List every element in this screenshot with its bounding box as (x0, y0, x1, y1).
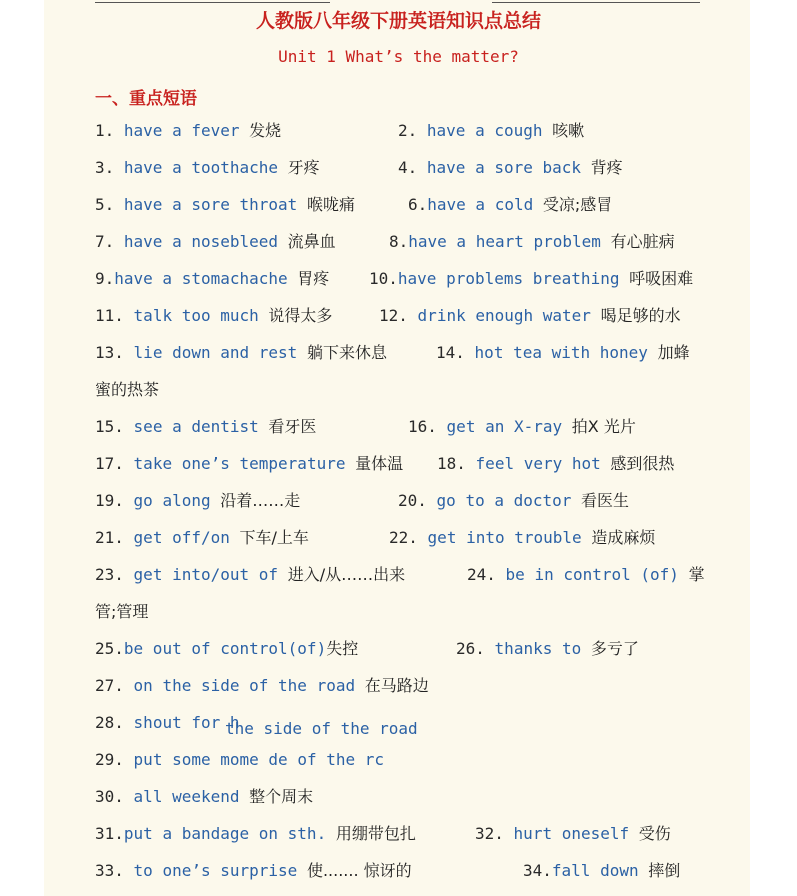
phrase-item: 31.put a bandage on sth. 用绷带包扎 (95, 824, 416, 843)
phrase-item: 10.have problems breathing 呼吸困难 (369, 269, 694, 288)
phrase-item-continuation: 管;管理 (95, 602, 149, 621)
phrase-item: 27. on the side of the road 在马路边 (95, 676, 429, 695)
phrase-item: 25.be out of control(of)失控 (95, 639, 359, 658)
header-rule-right (492, 2, 700, 3)
phrase-item: 11. talk too much 说得太多 (95, 306, 333, 325)
overlapping-text: the side of the road (225, 719, 418, 738)
phrase-item: 13. lie down and rest 躺下来休息 (95, 343, 387, 362)
phrase-item: 23. get into/out of 进入/从……出来 (95, 565, 406, 584)
phrase-item: 30. all weekend 整个周末 (95, 787, 314, 806)
phrase-item: 7. have a nosebleed 流鼻血 (95, 232, 336, 251)
phrase-item: 18. feel very hot 感到很热 (437, 454, 675, 473)
unit-heading: Unit 1 What’s the matter? (278, 47, 519, 66)
phrase-item: 22. get into trouble 造成麻烦 (389, 528, 656, 547)
section-heading: 一、重点短语 (95, 89, 197, 109)
phrase-item: 26. thanks to 多亏了 (456, 639, 639, 658)
phrase-item: 12. drink enough water 喝足够的水 (379, 306, 681, 325)
phrase-item: 9.have a stomachache 胃疼 (95, 269, 330, 288)
phrase-item: 28. shout for h (95, 713, 240, 732)
phrase-item: 4. have a sore back 背疼 (398, 158, 623, 177)
phrase-item: 29. put some mome de of the rc (95, 750, 385, 769)
phrase-item: 15. see a dentist 看牙医 (95, 417, 317, 436)
header-rule-left (95, 2, 330, 3)
phrase-item: 5. have a sore throat 喉咙痛 (95, 195, 355, 214)
phrase-item: 3. have a toothache 牙疼 (95, 158, 320, 177)
phrase-item: 6.have a cold 受凉;感冒 (408, 195, 613, 214)
phrase-item: 14. hot tea with honey 加蜂 (436, 343, 690, 362)
phrase-item: 33. to one’s surprise 使....... 惊讶的 (95, 861, 412, 880)
phrase-item: 19. go along 沿着……走 (95, 491, 301, 510)
phrase-item: 32. hurt oneself 受伤 (475, 824, 671, 843)
phrase-item: 2. have a cough 咳嗽 (398, 121, 585, 140)
phrase-item: 20. go to a doctor 看医生 (398, 491, 630, 510)
phrase-item: 21. get off/on 下车/上车 (95, 528, 309, 547)
phrase-item: 34.fall down 摔倒 (523, 861, 681, 880)
phrase-item-continuation: 蜜的热茶 (95, 380, 160, 399)
phrase-item: 16. get an X-ray 拍X 光片 (408, 417, 636, 436)
phrase-item: 24. be in control (of) 掌 (467, 565, 705, 584)
phrase-item: 8.have a heart problem 有心脏病 (389, 232, 675, 251)
document-title: 人教版八年级下册英语知识点总结 (255, 10, 541, 32)
phrase-item: 1. have a fever 发烧 (95, 121, 282, 140)
phrase-item: 17. take one’s temperature 量体温 (95, 454, 404, 473)
